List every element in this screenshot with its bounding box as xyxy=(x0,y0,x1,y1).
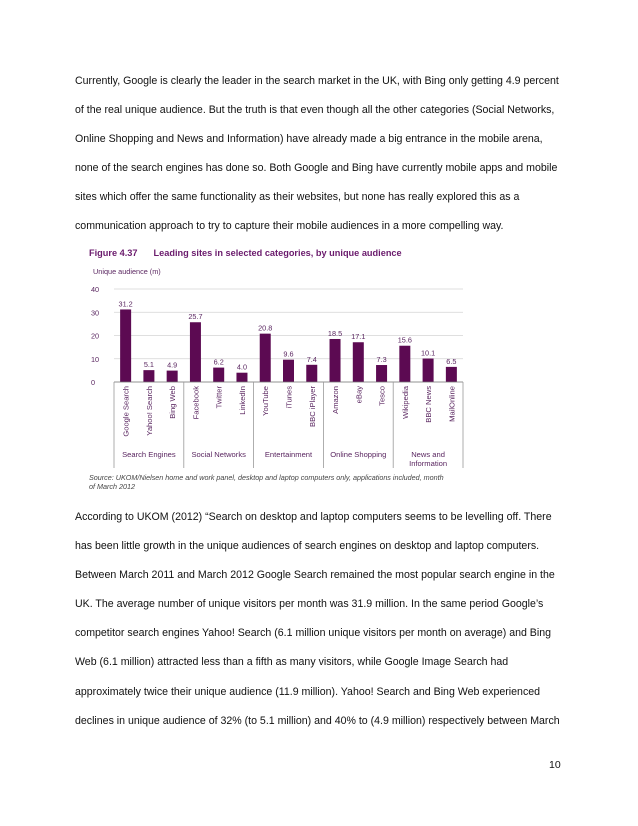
bar xyxy=(167,371,178,382)
bar-value-label: 6.2 xyxy=(213,357,224,367)
bar-value-label: 20.8 xyxy=(258,323,273,333)
paragraph-intro xyxy=(75,67,575,242)
text-line: declines in unique audience of 32% (to 5.1 million) and 40% to (4.9 million) respectively between March xyxy=(75,714,560,727)
x-category-label: iTunes xyxy=(284,386,294,409)
group-label: Online Shopping xyxy=(330,450,387,459)
text-line: sites which offer the same functionality as their websites, but none has really explored this as a xyxy=(75,191,520,204)
bar xyxy=(260,334,271,382)
bar xyxy=(306,365,317,382)
bar xyxy=(399,346,410,382)
bar-value-label: 4.9 xyxy=(167,360,178,370)
group-label: News and xyxy=(411,450,445,459)
y-tick-label: 40 xyxy=(91,285,100,294)
bar-value-label: 18.5 xyxy=(327,328,343,338)
bar-chart xyxy=(85,247,465,499)
bar-value-label: 7.3 xyxy=(376,355,387,365)
text-line: Between March 2011 and March 2012 Google Search remained the most popular search engine in the xyxy=(75,569,555,582)
bar-value-label: 7.4 xyxy=(306,354,317,364)
bar-value-label: 15.6 xyxy=(397,335,412,345)
y-tick-label: 30 xyxy=(91,308,100,318)
group-label: Entertainment xyxy=(264,450,313,459)
figure-title xyxy=(89,248,402,258)
text-line: has been little growth in the unique audiences of search engines on desktop and laptop computers. xyxy=(75,540,540,553)
figure-4-37 xyxy=(85,247,465,499)
figure-caption: Leading sites in selected categories, by unique audience xyxy=(153,248,402,258)
bar-value-label: 31.2 xyxy=(118,299,133,309)
x-category-label: BBC iPlayer xyxy=(307,386,317,427)
bar xyxy=(446,367,457,382)
paragraph-ukom xyxy=(75,503,575,736)
text-line: UK. The average number of unique visitors per month was 31.9 million. In the same period Google’s xyxy=(75,598,544,611)
text-line: of the real unique audience. But the truth is that even though all the other categories (Social Networks, xyxy=(75,104,555,117)
x-category-label: Google Search xyxy=(121,386,131,437)
bar xyxy=(143,370,154,382)
bar-value-label: 4.0 xyxy=(236,362,248,372)
group-label: Information xyxy=(409,459,448,468)
x-category-label: Wikipedia xyxy=(400,386,410,419)
x-category-label: Facebook xyxy=(191,386,201,420)
x-category-label: BBC News xyxy=(424,386,434,423)
bar xyxy=(376,365,387,382)
bar-value-label: 17.1 xyxy=(351,332,366,342)
x-category-label: Amazon xyxy=(331,386,341,414)
bar-value-label: 9.6 xyxy=(283,349,294,359)
bar xyxy=(120,309,131,382)
text-line: approximately twice their unique audience (11.9 million). Yahoo! Search and Bing Web experienced xyxy=(75,685,541,698)
group-label: Social Networks xyxy=(191,450,246,459)
text-line: none of the search engines has done so. Both Google and Bing have currently mobile apps and mobile xyxy=(75,162,558,175)
x-category-label: LinkedIn xyxy=(237,386,247,415)
bar-value-label: 6.5 xyxy=(446,356,457,366)
figure-number: Figure 4.37 xyxy=(89,248,138,258)
x-category-label: Twitter xyxy=(214,386,224,409)
x-category-label: Tesco xyxy=(377,386,387,406)
bar xyxy=(236,373,247,382)
bar-value-label: 5.1 xyxy=(143,360,154,370)
text-line: communication approach to try to capture their mobile audiences in a more compelling way. xyxy=(75,220,504,233)
group-label: Search Engines xyxy=(122,450,176,459)
x-category-label: Yahoo! Search xyxy=(144,386,154,436)
bar-value-label: 25.7 xyxy=(188,312,203,322)
bar-value-label: 10.1 xyxy=(420,348,436,358)
bar xyxy=(353,342,364,382)
y-axis-label: Unique audience (m) xyxy=(93,267,161,276)
y-tick-label: 0 xyxy=(91,378,96,387)
text-line: competitor search engines Yahoo! Search (6.1 million unique visitors per month on average) and Bing xyxy=(75,627,552,640)
y-tick-label: 20 xyxy=(91,331,100,341)
y-tick-label: 10 xyxy=(91,354,100,364)
text-line: According to UKOM (2012) “Search on desktop and laptop computers seems to be levelling off. There xyxy=(75,511,552,523)
x-category-label: YouTube xyxy=(261,386,271,416)
bar xyxy=(190,322,201,382)
text-line: Online Shopping and News and Information) have already made a big entrance in the mobile arena, xyxy=(75,133,543,146)
bar xyxy=(330,339,341,382)
figure-source: Source: UKOM/Nielsen home and work panel, desktop and laptop computers only, applications included, month of March 2012 xyxy=(89,473,444,491)
text-line: Currently, Google is clearly the leader in the search market in the UK, with Bing only getting 4.9 percent xyxy=(75,75,559,87)
bar xyxy=(423,359,434,382)
x-category-label: MailOnline xyxy=(447,386,457,422)
bar xyxy=(283,360,294,382)
page-number: 10 xyxy=(549,759,561,771)
bar xyxy=(213,368,224,382)
x-category-label: Bing Web xyxy=(168,386,178,419)
x-category-label: eBay xyxy=(354,386,364,404)
text-line: Web (6.1 million) attracted less than a fifth as many visitors, while Google Image Search had xyxy=(75,656,509,669)
